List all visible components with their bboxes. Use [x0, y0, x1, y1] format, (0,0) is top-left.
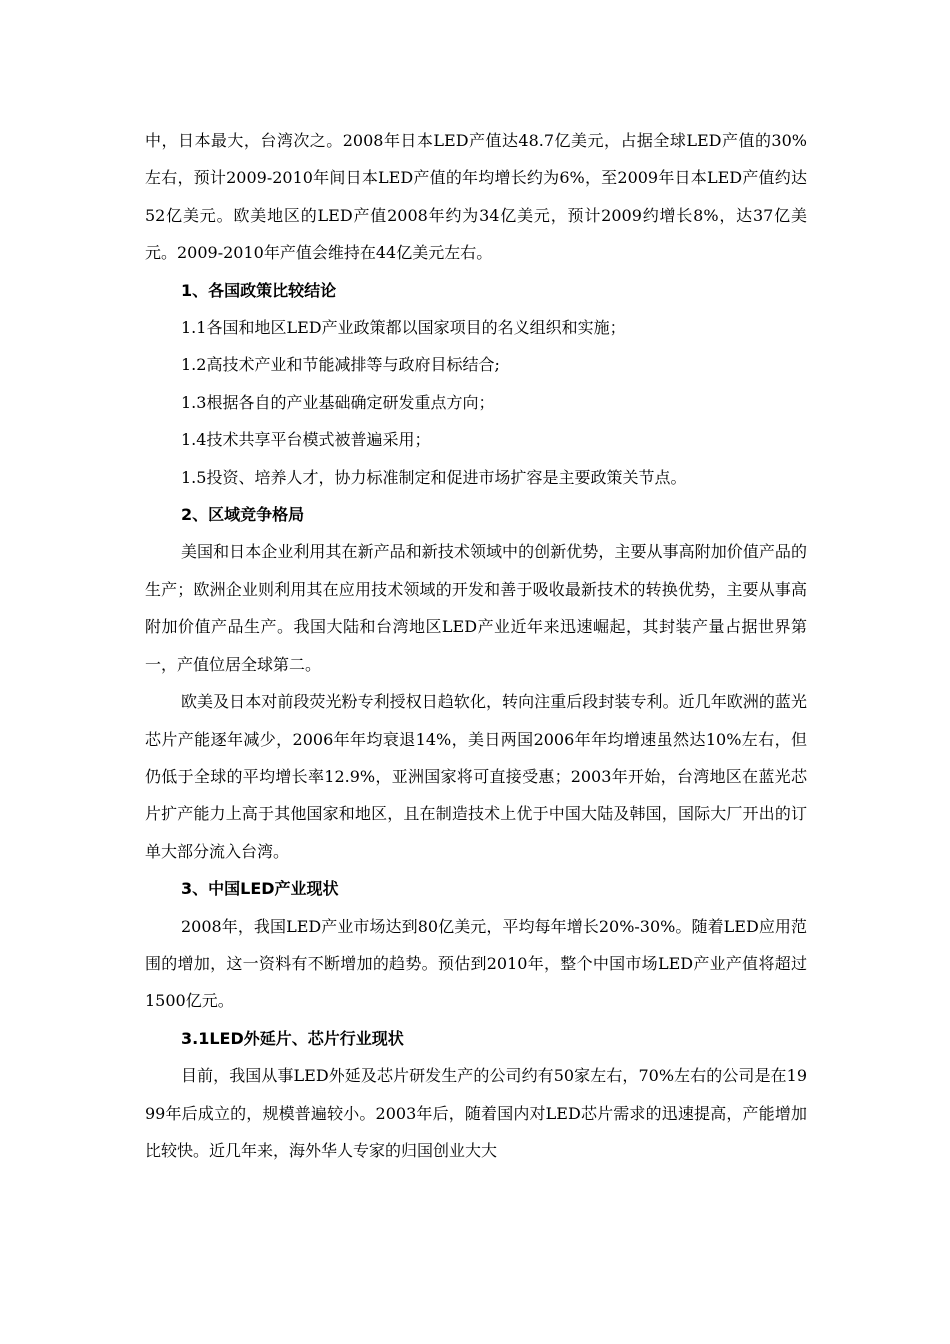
list-item-1-3: 1.3根据各自的产业基础确定研发重点方向；	[181, 392, 495, 412]
heading-china-led-status: 3、中国LED产业现状	[181, 879, 339, 899]
list-item-1-5: 1.5投资、培养人才，协力标准制定和促进市场扩容是主要政策关节点。	[181, 467, 687, 487]
paragraph-epitaxy-chip-companies: 目前，我国从事LED外延及芯片研发生产的公司约有50家左右，70%左右的公司是在1999年后成立的，规模普遍较小。2003年后，随着国内对LED芯片需求的迅速提高，产能增加比较快。近几年来，海外华人专家的归国创业大大	[145, 1066, 807, 1160]
list-item-1-4: 1.4技术共享平台模式被普遍采用；	[181, 430, 431, 450]
heading-regional-competition: 2、区域竞争格局	[181, 505, 305, 525]
paragraph-china-market: 2008年，我国LED产业市场达到80亿美元，平均每年增长20%-30%。随着LED应用范围的增加，这一资料有不断增加的趋势。预估到2010年，整个中国市场LED产业产值将超过1500亿元。	[145, 916, 807, 1011]
paragraph-led-output-overview: 中，日本最大，台湾次之。2008年日本LED产值达48.7亿美元，占据全球LED产值的30%左右，预计2009-2010年间日本LED产值的年均增长约为6%，至2009年日本LED产值约达52亿美元。欧美地区的LED产值2008年约为34亿美元，预计2009约增长8%，达37亿美元。2009-2010年产值会维持在44亿美元左右。	[145, 131, 807, 263]
heading-policy-comparison: 1、各国政策比较结论	[181, 280, 337, 300]
paragraph-regional-advantages: 美国和日本企业利用其在新产品和新技术领域中的创新优势，主要从事高附加价值产品的生产；欧洲企业则利用其在应用技术领域的开发和善于吸收最新技术的转换优势，主要从事高附加价值产品生产。我国大陆和台湾地区LED产业近年来迅速崛起，其封装产量占据世界第一，产值位居全球第二。	[145, 542, 807, 674]
paragraph-patent-chip-capacity: 欧美及日本对前段荧光粉专利授权日趋软化，转向注重后段封装专利。近几年欧洲的蓝光芯片产能逐年减少，2006年年均衰退14%，美日两国2006年年均增速虽然达10%左右，但仍低于全球的平均增长率12.9%，亚洲国家将可直接受惠；2003年开始，台湾地区在蓝光芯片扩产能力上高于其他国家和地区，且在制造技术上优于中国大陆及韩国，国际大厂开出的订单大部分流入台湾。	[145, 692, 807, 861]
list-item-1-2: 1.2高技术产业和节能减排等与政府目标结合;	[181, 355, 500, 375]
list-item-1-1: 1.1各国和地区LED产业政策都以国家项目的名义组织和实施；	[181, 318, 626, 338]
heading-epitaxy-chip-industry: 3.1LED外延片、芯片行业现状	[181, 1028, 404, 1048]
document-page	[145, 122, 807, 1169]
